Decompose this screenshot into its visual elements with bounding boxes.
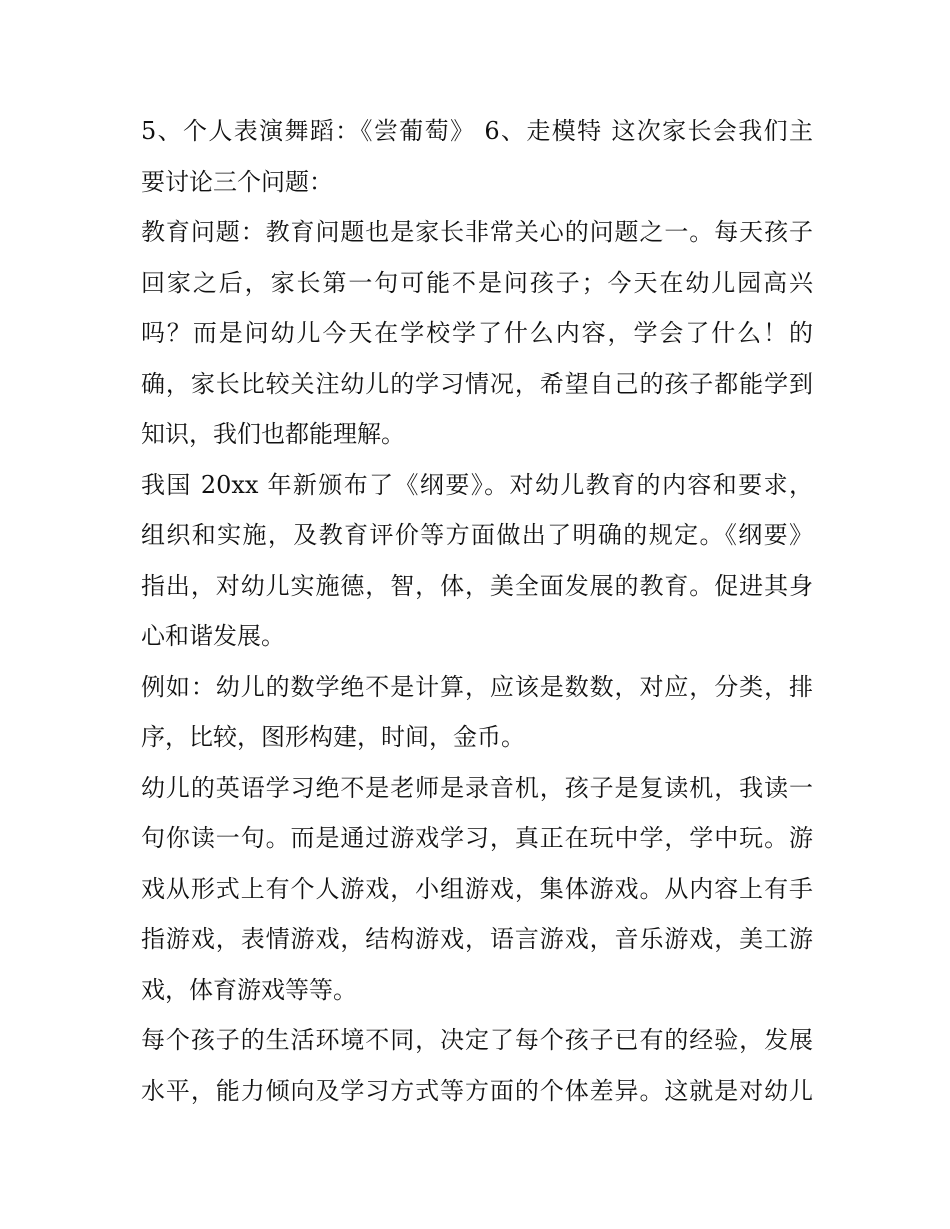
text-line: 戏，体育游戏等等。 (141, 975, 357, 1004)
text-line: 句你读一句。而是通过游戏学习，真正在玩中学，学中玩。游 (141, 824, 813, 852)
text-line: 例如：幼儿的数学绝不是计算，应该是数数，对应，分类，排 (141, 672, 813, 701)
text-line: 教育问题：教育问题也是家长非常关心的问题之一。每天孩子 (141, 218, 813, 246)
body-text (141, 106, 813, 1116)
text-line: 每个孩子的生活环境不同，决定了每个孩子已有的经验，发展 (141, 1026, 813, 1054)
text-line: 确，家长比较关注幼儿的学习情况，希望自己的孩子都能学到 (141, 369, 813, 398)
text-line: 要讨论三个问题： (141, 167, 333, 196)
text-line: 知识，我们也都能理解。 (141, 420, 405, 448)
text-line: 水平，能力倾向及学习方式等方面的个体差异。这就是对幼儿 (141, 1076, 813, 1105)
text-line: 5、个人表演舞蹈：《尝葡萄》 6、走模特 这次家长会我们主 (141, 117, 813, 145)
text-line: 指出，对幼儿实施德，智，体，美全面发展的教育。促进其身 (141, 571, 813, 600)
text-line: 我国 20xx 年新颁布了《纲要》。对幼儿教育的内容和要求， (141, 470, 813, 499)
text-line: 回家之后，家长第一句可能不是问孩子；今天在幼儿园高兴 (141, 268, 813, 297)
text-line: 幼儿的英语学习绝不是老师是录音机，孩子是复读机，我读一 (141, 773, 813, 802)
text-line: 指游戏，表情游戏，结构游戏，语言游戏，音乐游戏，美工游 (141, 925, 813, 953)
text-line: 心和谐发展。 (141, 622, 285, 650)
text-line: 组织和实施，及教育评价等方面做出了明确的规定。《纲要》 (141, 521, 813, 549)
text-line: 序，比较，图形构建，时间，金币。 (141, 723, 525, 751)
text-line: 戏从形式上有个人游戏，小组游戏，集体游戏。从内容上有手 (141, 874, 813, 903)
text-line: 吗？而是问幼儿今天在学校学了什么内容，学会了什么！的 (141, 319, 813, 347)
